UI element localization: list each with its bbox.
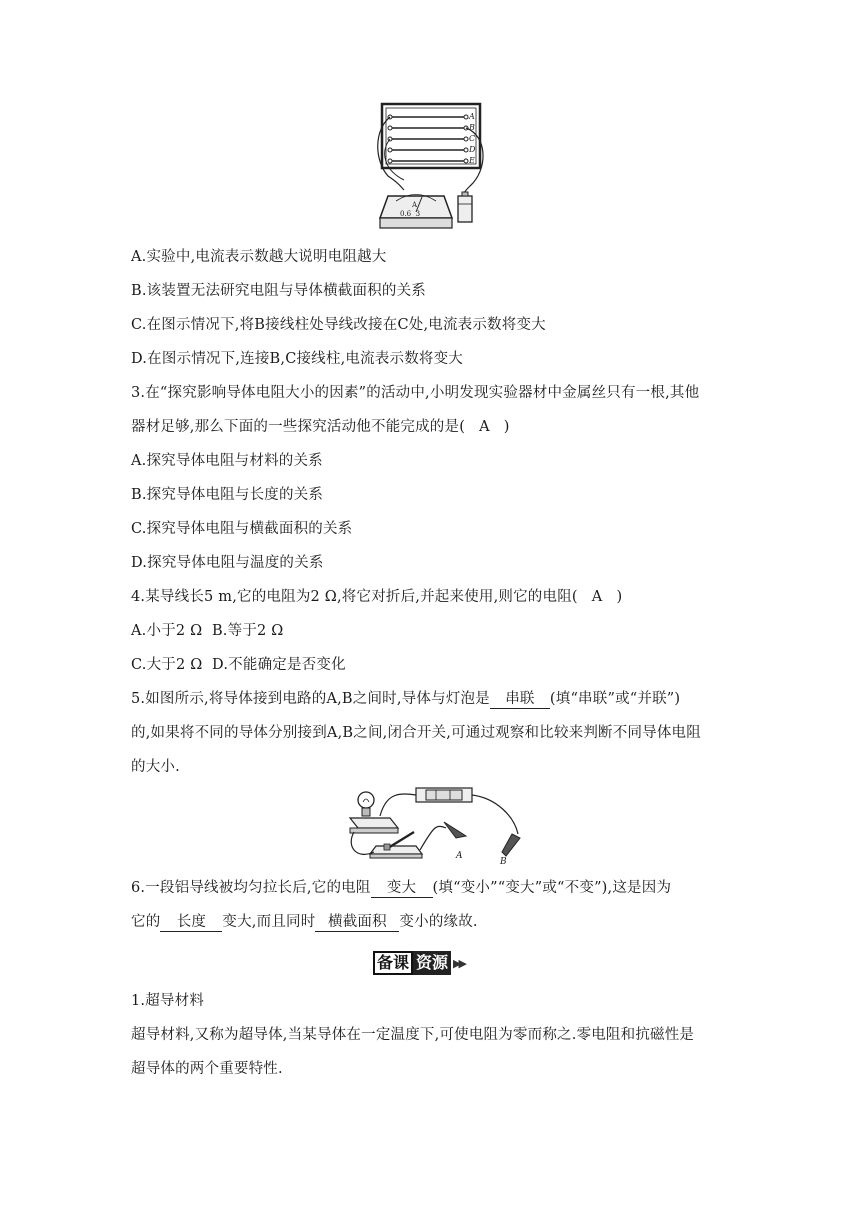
q4-stem	[131, 587, 622, 607]
q4-stem-text: 4.某导线长5 m,它的电阻为2 Ω,将它对折后,并起来使用,则它的电阻(	[131, 589, 578, 605]
clip-label-a: A	[456, 851, 463, 861]
q4-stem-close: )	[616, 589, 623, 605]
terminal-label-a: A	[469, 112, 475, 121]
resource-paragraph-line1: 超导材料,又称为超导体,当某导体在一定温度下,可使电阻为零而称之.零电阻和抗磁性是	[131, 1027, 695, 1043]
q3-stem-line2	[131, 417, 510, 437]
ammeter-scale: 0.6 3	[400, 210, 421, 218]
q2-option-c: C.在图示情况下,将B接线柱处导线改接在C处,电流表示数将变大	[131, 317, 546, 333]
ammeter-letter: A	[412, 201, 418, 209]
q3-stem-close: )	[503, 419, 510, 435]
q4-options-cd: C.大于2 Ω D.不能确定是否变化	[131, 657, 346, 673]
q6-text-post: (填“变小”“变大”或“不变”),这是因为	[432, 880, 672, 896]
q5-text-pre: 5.如图所示,将导体接到电路的A,B之间时,导体与灯泡是	[131, 691, 490, 707]
q6-line2-post: 变小的缘故.	[399, 914, 478, 930]
q3-answer: A	[479, 419, 490, 435]
q5-line2: 的,如果将不同的导体分别接到A,B之间,闭合开关,可通过观察和比较来判断不同导体电阻	[131, 725, 701, 741]
q5-line3: 的大小.	[131, 759, 180, 775]
q2-option-b: B.该装置无法研究电阻与导体横截面积的关系	[131, 283, 426, 299]
q5-line1	[131, 689, 680, 709]
q4-answer: A	[591, 589, 603, 605]
clip-label-b: B	[500, 857, 507, 866]
resource-heading: 1.超导材料	[131, 993, 205, 1009]
q3-option-c: C.探究导体电阻与横截面积的关系	[131, 521, 353, 537]
q2-option-d: D.在图示情况下,连接B,C接线柱,电流表示数将变大	[131, 351, 463, 367]
q4-options-ab: A.小于2 Ω B.等于2 Ω	[131, 623, 284, 639]
q6-line2-mid: 变大,而且同时	[222, 914, 316, 930]
q5-text-post: (填“串联”或“并联”)	[549, 691, 681, 707]
resistance-board-figure	[360, 100, 495, 232]
terminal-label-b: B	[469, 123, 475, 132]
terminal-label-c: C	[469, 134, 476, 143]
q3-option-b: B.探究导体电阻与长度的关系	[131, 487, 324, 503]
circuit-figure	[336, 786, 526, 866]
double-arrow-icon: ▶▶	[453, 956, 464, 970]
q6-answer-blank-1: 变大	[371, 879, 433, 898]
q3-stem-line1: 3.在“探究影响导体电阻大小的因素”的活动中,小明发现实验器材中金属丝只有一根,其他	[131, 385, 700, 401]
q6-text-pre: 6.一段铝导线被均匀拉长后,它的电阻	[131, 880, 371, 896]
lesson-resource-banner	[373, 950, 464, 976]
q6-answer-blank-2: 长度	[160, 913, 222, 932]
q6-line2-pre: 它的	[131, 914, 161, 930]
q5-answer-blank: 串联	[490, 690, 550, 709]
q3-option-d: D.探究导体电阻与温度的关系	[131, 555, 324, 571]
banner-part-1: 备课	[373, 951, 413, 975]
q6-answer-blank-3: 横截面积	[315, 913, 399, 932]
terminal-label-e: E	[469, 156, 475, 165]
terminal-label-d: D	[469, 145, 476, 154]
q3-option-a: A.探究导体电阻与材料的关系	[131, 453, 323, 469]
q6-line2	[131, 912, 478, 932]
resource-paragraph-line2: 超导体的两个重要特性.	[131, 1061, 283, 1077]
q6-line1	[131, 878, 671, 898]
banner-part-2: 资源	[413, 951, 451, 975]
q2-option-a: A.实验中,电流表示数越大说明电阻越大	[131, 249, 387, 265]
q3-stem-text: 器材足够,那么下面的一些探究活动他不能完成的是(	[131, 419, 466, 435]
